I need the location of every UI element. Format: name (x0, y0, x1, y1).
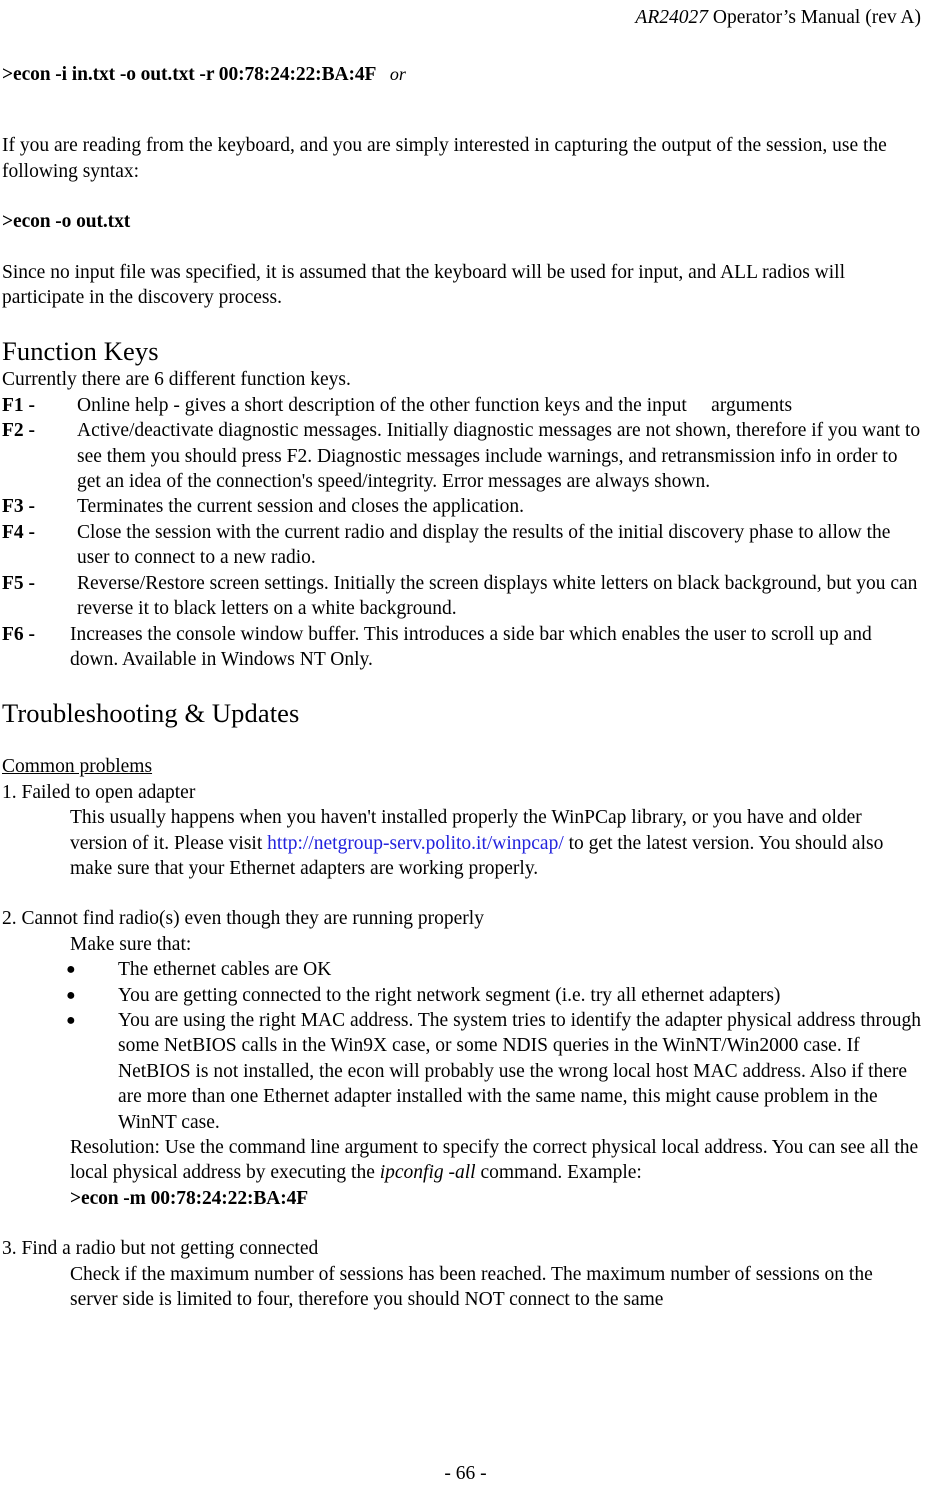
function-key-row-f3 (2, 494, 922, 519)
bullet-icon: ● (66, 961, 76, 979)
header-title-rest: Operator’s Manual (rev A) (708, 7, 921, 28)
function-key-desc-f1: Online help - gives a short description of the other function keys and the input (77, 394, 687, 416)
spacer (2, 310, 922, 335)
function-key-desc-f5: Reverse/Restore screen settings. Initially the screen displays white letters on black background, but you can reverse it to black letters on a white background. (77, 572, 918, 620)
list-item (2, 983, 922, 1008)
heading-troubleshooting: Troubleshooting & Updates (2, 698, 300, 729)
problem-3-title: 3. Find a radio but not getting connected (2, 1238, 319, 1260)
function-key-label-f4: F4 - (2, 521, 36, 543)
heading-function-keys: Function Keys (2, 336, 159, 367)
problem-1-body (2, 805, 922, 881)
problem-1-body-post: to get the latest version. You should also make sure that your Ethernet adapters are working properly. (70, 832, 884, 879)
ipconfig-command: ipconfig -all (379, 1162, 476, 1184)
subheading-common-problems: Common problems (2, 756, 153, 778)
list-item-text: You are getting connected to the right network segment (i.e. try all ethernet adapters) (118, 984, 781, 1006)
function-keys-intro: Currently there are 6 different function keys. (2, 369, 351, 391)
list-item (2, 1008, 922, 1135)
list-item-text: The ethernet cables are OK (118, 959, 332, 981)
function-key-row-f2 (2, 418, 922, 494)
spacer (2, 881, 922, 906)
header-model: AR24027 (635, 7, 708, 28)
function-key-row-f1 (2, 393, 922, 418)
spacer (2, 672, 922, 697)
function-key-label-f2: F2 - (2, 420, 36, 442)
page-header (635, 6, 921, 30)
problem-3-body: Check if the maximum number of sessions has been reached. The maximum number of sessions on the server side is limited to four, therefore you should NOT connect to the same (70, 1263, 873, 1311)
command-output-only: >econ -o out.txt (2, 211, 131, 233)
function-key-desc-f2: Active/deactivate diagnostic messages. Initially diagnostic messages are not shown, therefore if you want to see them you should press F2. Diagnostic messages include warnings, and retransmission info in order to get an idea of the connection's speed/integrity. Error messages are always shown. (77, 420, 921, 493)
command-full-example (2, 62, 922, 87)
page-number: - 66 - (444, 1463, 487, 1484)
function-key-label-f5: F5 - (2, 572, 36, 594)
problem-2-make-sure: Make sure that: (70, 933, 192, 955)
function-key-desc-f1-tail: arguments (711, 394, 793, 416)
function-key-desc-f3: Terminates the current session and closes the application. (77, 496, 524, 518)
page-body (2, 62, 922, 1312)
problem-1-body-pre: This usually happens when you haven't installed properly the WinPCap library, or you have and older version of it. Please visit (70, 807, 862, 854)
problem-2-resolution-post: command. Example: (475, 1162, 642, 1184)
function-key-row-f6 (2, 622, 922, 673)
command-mac-example: >econ -m 00:78:24:22:BA:4F (70, 1187, 309, 1209)
problem-2-resolution-pre: Resolution: Use the command line argument to specify the correct physical local address. You can see all the local physical address by executing the (70, 1137, 919, 1184)
problem-1-title: 1. Failed to open adapter (2, 781, 196, 803)
paragraph-keyboard-intro: If you are reading from the keyboard, and you are simply interested in capturing the output of the session, use the following syntax: (2, 135, 887, 182)
winpcap-link[interactable]: http://netgroup-serv.polito.it/winpcap/ (267, 832, 564, 854)
function-key-row-f5 (2, 571, 922, 622)
function-key-label-f6: F6 - (2, 623, 36, 645)
bullet-icon: ● (66, 986, 76, 1004)
function-key-label-f1: F1 - (2, 394, 36, 416)
spacer (2, 87, 922, 133)
list-item-text: You are using the right MAC address. The system tries to identify the adapter physical address through some NetBIOS calls in the Win9X case, or some NDIS queries in the WinNT/Win2000 case. If NetBIOS is not installed, the econ will probably use the wrong local host MAC address. Also if there are more than one Ethernet adapter installed with the same name, this might cause problem in the WinNT case. (118, 1009, 921, 1133)
function-key-desc-f4: Close the session with the current radio and display the results of the initial discovery phase to allow the user to connect to a new radio. (77, 521, 891, 569)
problem-2-title: 2. Cannot find radio(s) even though they are running properly (2, 908, 484, 930)
spacer (2, 235, 922, 260)
command-spacer (376, 64, 390, 85)
paragraph-no-input-file: Since no input file was specified, it is assumed that the keyboard will be used for input, and ALL radios will participate in the discovery process. (2, 261, 846, 309)
command-full-example-text: >econ -i in.txt -o out.txt -r 00:78:24:22:BA:4F (2, 64, 376, 85)
function-key-label-f3: F3 - (2, 496, 36, 518)
command-or-label: or (389, 64, 406, 84)
bullet-icon: ● (66, 1011, 76, 1029)
spacer (2, 184, 922, 209)
function-key-desc-spacer (687, 395, 711, 416)
list-item (2, 957, 922, 982)
spacer (2, 1211, 922, 1236)
spacer (2, 729, 922, 754)
problem-2-resolution (2, 1135, 922, 1186)
function-key-row-f4 (2, 520, 922, 571)
function-key-desc-f6: Increases the console window buffer. This introduces a side bar which enables the user to scroll up and down. Available in Windows NT Only. (70, 623, 872, 670)
